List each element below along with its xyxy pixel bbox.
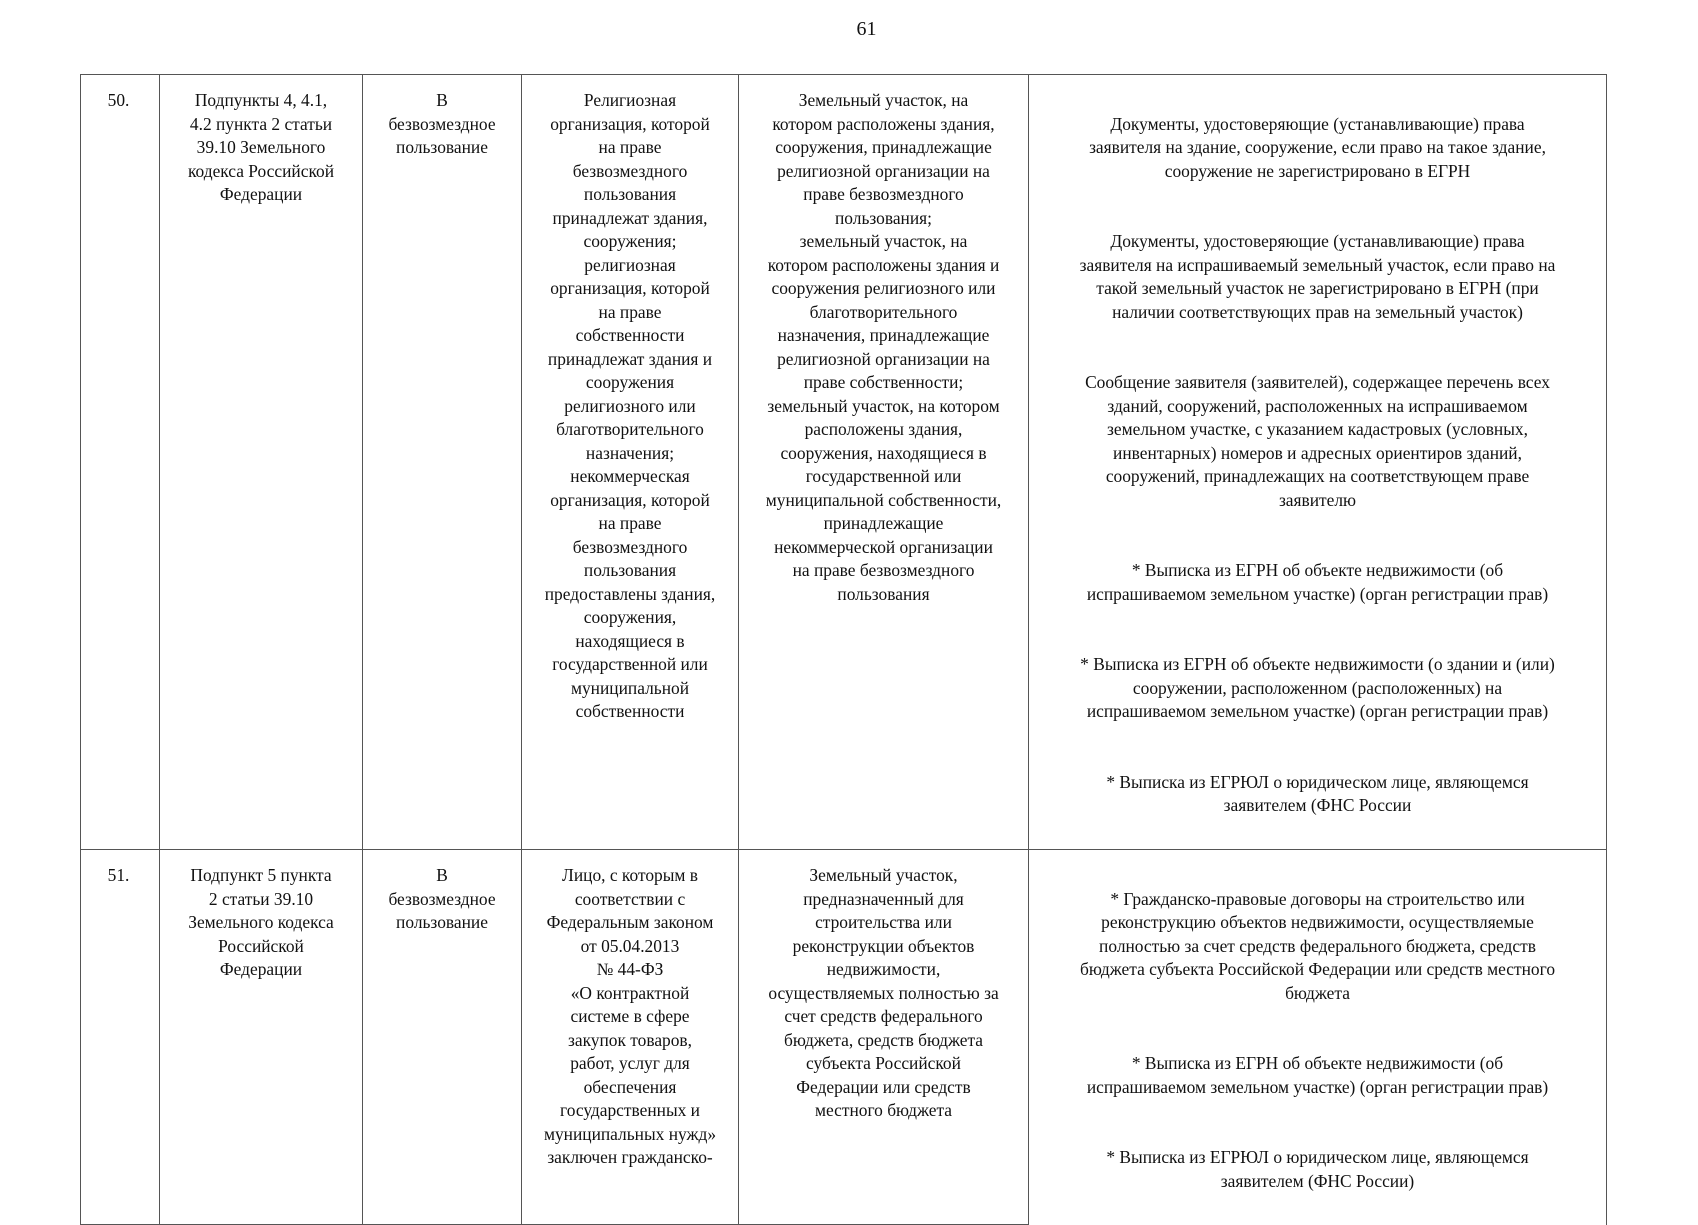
right-type-cell: В безвозмездное пользование [363, 850, 522, 1225]
applicant-cell: Лицо, с которым в соответствии с Федеральным законом от 05.04.2013 № 44-ФЗ «О контрактной системе в сфере закупок товаров, работ, услуг для обеспечения государственных и муниципальных нужд» заключен гражданско- [522, 850, 739, 1225]
table-row [81, 850, 1607, 1225]
document-item: * Выписка из ЕГРН об объекте недвижимости (об испрашиваемом земельном участке) (орган регистрации прав) [1086, 1053, 1549, 1097]
legal-basis-cell: Подпункты 4, 4.1, 4.2 пункта 2 статьи 39.10 Земельного кодекса Российской Федерации [160, 75, 363, 850]
documents-cell [1029, 75, 1607, 850]
land-plot-cell: Земельный участок, предназначенный для строительства или реконструкции объектов недвижимости, осуществляемых полностью за счет средств федерального бюджета, средств бюджета субъекта Российской Федерации или средств местного бюджета [739, 850, 1029, 1225]
table-row [81, 75, 1607, 850]
document-item: * Выписка из ЕГРН об объекте недвижимости (о здании и (или) сооружении, расположенном (расположенных) на испрашиваемом земельном участке) (орган регистрации прав) [1080, 654, 1555, 721]
document-item: Документы, удостоверяющие (устанавливающие) права заявителя на здание, сооружение, если право на такое здание, сооружение не зарегистрировано в ЕГРН [1089, 113, 1546, 181]
page-number: 61 [856, 18, 877, 40]
row-number: 50. [81, 75, 160, 850]
legal-basis-cell: Подпункт 5 пункта 2 статьи 39.10 Земельного кодекса Российской Федерации [160, 850, 363, 1225]
land-plot-cell: Земельный участок, на котором расположены здания, сооружения, принадлежащие религиозной организации на праве безвозмездного пользования; земельный участок, на котором расположены здания и сооружения религиозного или благотворительного назначения, принадлежащие религиозной организации на праве собственности; земельный участок, на котором расположены здания, сооружения, находящиеся в государственной или муниципальной собственности, принадлежащие некоммерческой организации на праве безвозмездного пользования [739, 75, 1029, 850]
document-item: * Выписка из ЕГРЮЛ о юридическом лице, являющемся заявителем (ФНС России [1106, 771, 1529, 815]
document-item: Документы, удостоверяющие (устанавливающие) права заявителя на испрашиваемый земельный участок, если право на такой земельный участок не зарегистрировано в ЕГРН (при наличии соответствующих прав на земельный участок) [1079, 231, 1556, 322]
applicant-cell: Религиозная организация, которой на праве безвозмездного пользования принадлежат здания, сооружения; религиозная организация, которой на праве собственности принадлежат здания и сооружения религиозного или благотворительного назначения; некоммерческая организация, которой на праве безвозмездного пользования предоставлены здания, сооружения, находящиеся в государственной или муниципальной собственности [522, 75, 739, 850]
row-number: 51. [81, 850, 160, 1225]
land-grant-table [80, 74, 1607, 1225]
document-item: * Выписка из ЕГРЮЛ о юридическом лице, являющемся заявителем (ФНС России) [1106, 1147, 1529, 1191]
document-item: * Гражданско-правовые договоры на строительство или реконструкцию объектов недвижимости, осуществляемые полностью за счет средств федерального бюджета, средств бюджета субъекта Российской Федерации или средств местного бюджета [1079, 888, 1556, 1003]
documents-cell [1029, 850, 1607, 1225]
right-type-cell: В безвозмездное пользование [363, 75, 522, 850]
document-item: * Выписка из ЕГРН об объекте недвижимости (об испрашиваемом земельном участке) (орган регистрации прав) [1086, 560, 1549, 604]
document-item: Сообщение заявителя (заявителей), содержащее перечень всех зданий, сооружений, расположенных на испрашиваемом земельном участке, с указанием кадастровых (условных, инвентарных) номеров и адресных ориентиров зданий, сооружений, принадлежащих на соответствующем праве заявителю [1085, 372, 1550, 510]
